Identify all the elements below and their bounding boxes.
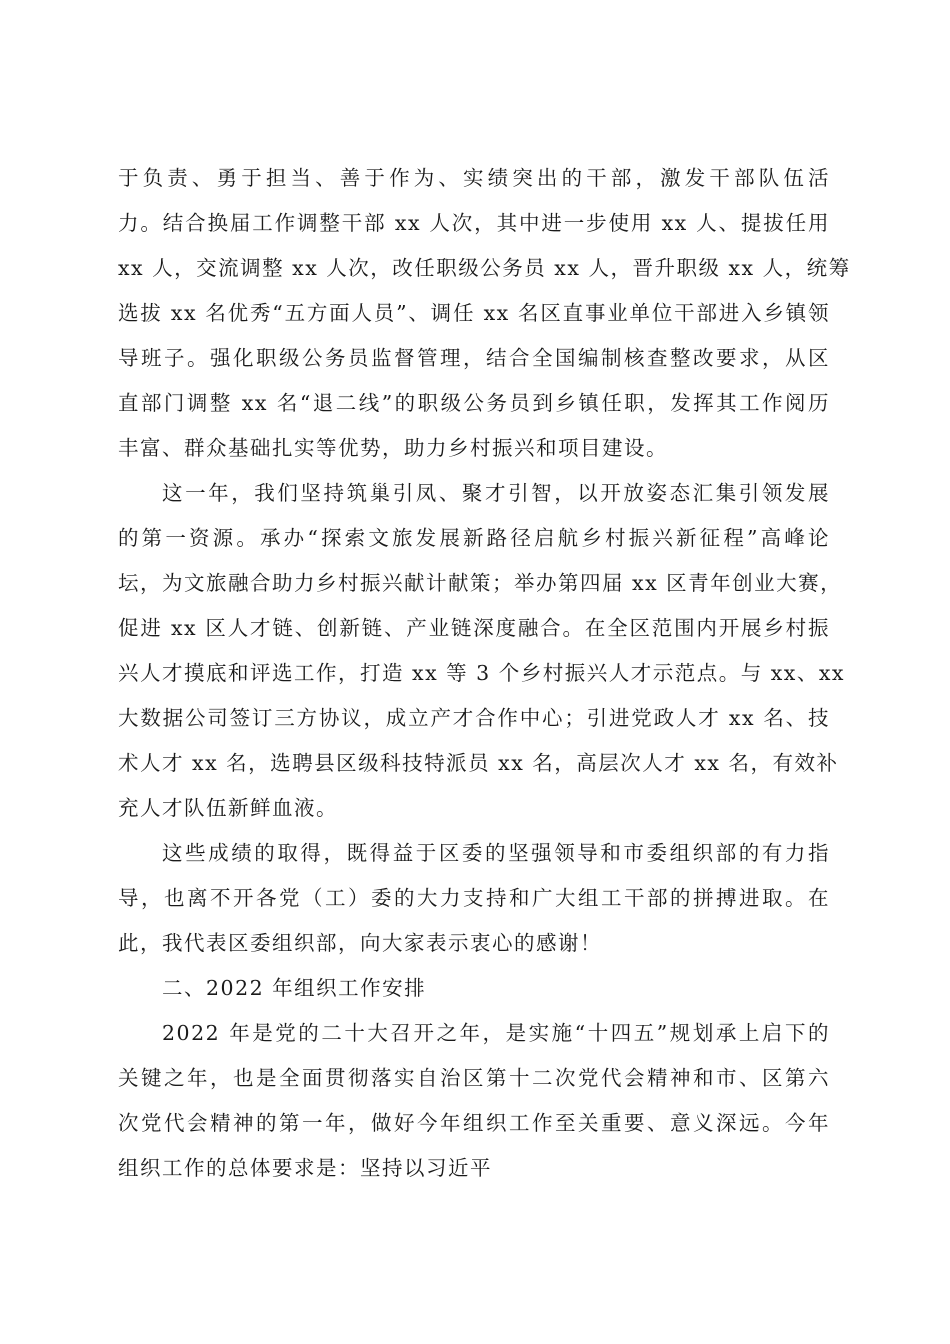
paragraph-cadre-adjustment bbox=[118, 156, 851, 471]
text-line: 导，也离不开各党（工）委的大力支持和广大组工干部的拼搏进取。在 bbox=[118, 886, 830, 910]
document-body bbox=[118, 156, 851, 1191]
text-line: 此，我代表区委组织部，向大家表示衷心的感谢！ bbox=[118, 931, 602, 955]
text-line: 力。结合换届工作调整干部 xx 人次，其中进一步使用 xx 人、提拔任用 bbox=[118, 211, 830, 235]
paragraph-2022-overview bbox=[118, 1011, 830, 1191]
text-line: 兴人才摸底和评选工作，打造 xx 等 3 个乡村振兴人才示范点。与 xx、xx bbox=[118, 661, 845, 685]
text-line: 组织工作的总体要求是：坚持以习近平 bbox=[118, 1156, 492, 1180]
text-line: 关键之年，也是全面贯彻落实自治区第十二次党代会精神和市、区第六 bbox=[118, 1066, 830, 1090]
text-line: 的第一资源。承办“探索文旅发展新路径启航乡村振兴新征程”高峰论 bbox=[118, 526, 830, 550]
paragraph-acknowledgement bbox=[118, 831, 830, 966]
section-heading-text: 二、2022 年组织工作安排 bbox=[162, 976, 427, 1000]
text-line: 坛，为文旅融合助力乡村振兴献计献策；举办第四届 xx 区青年创业大赛， bbox=[118, 571, 843, 595]
text-line: 这一年，我们坚持筑巢引凤、聚才引智，以开放姿态汇集引领发展 bbox=[162, 481, 830, 505]
text-line: 术人才 xx 名，选聘县区级科技特派员 xx 名，高层次人才 xx 名，有效补 bbox=[118, 751, 839, 775]
section-heading bbox=[118, 966, 830, 1011]
text-line: 促进 xx 区人才链、创新链、产业链深度融合。在全区范围内开展乡村振 bbox=[118, 616, 830, 640]
text-line: 选拔 xx 名优秀“五方面人员”、调任 xx 名区直事业单位干部进入乡镇领 bbox=[118, 301, 830, 325]
text-line: 大数据公司签订三方协议，成立产才合作中心；引进党政人才 xx 名、技 bbox=[118, 706, 830, 730]
text-line: 这些成绩的取得，既得益于区委的坚强领导和市委组织部的有力指 bbox=[162, 841, 830, 865]
text-line: xx 人，交流调整 xx 人次，改任职级公务员 xx 人，晋升职级 xx 人，统筹 bbox=[118, 256, 851, 280]
paragraph-talent-attraction bbox=[118, 471, 845, 831]
text-line: 充人才队伍新鲜血液。 bbox=[118, 796, 338, 820]
text-line: 导班子。强化职级公务员监督管理，结合全国编制核查整改要求，从区 bbox=[118, 346, 830, 370]
text-line: 直部门调整 xx 名“退二线”的职级公务员到乡镇任职，发挥其工作阅历 bbox=[118, 391, 830, 415]
text-line: 丰富、群众基础扎实等优势，助力乡村振兴和项目建设。 bbox=[118, 436, 668, 460]
text-line: 2022 年是党的二十大召开之年，是实施“十四五”规划承上启下的 bbox=[162, 1021, 830, 1045]
text-line: 次党代会精神的第一年，做好今年组织工作至关重要、意义深远。今年 bbox=[118, 1111, 830, 1135]
text-line: 于负责、勇于担当、善于作为、实绩突出的干部，激发干部队伍活 bbox=[118, 166, 830, 190]
